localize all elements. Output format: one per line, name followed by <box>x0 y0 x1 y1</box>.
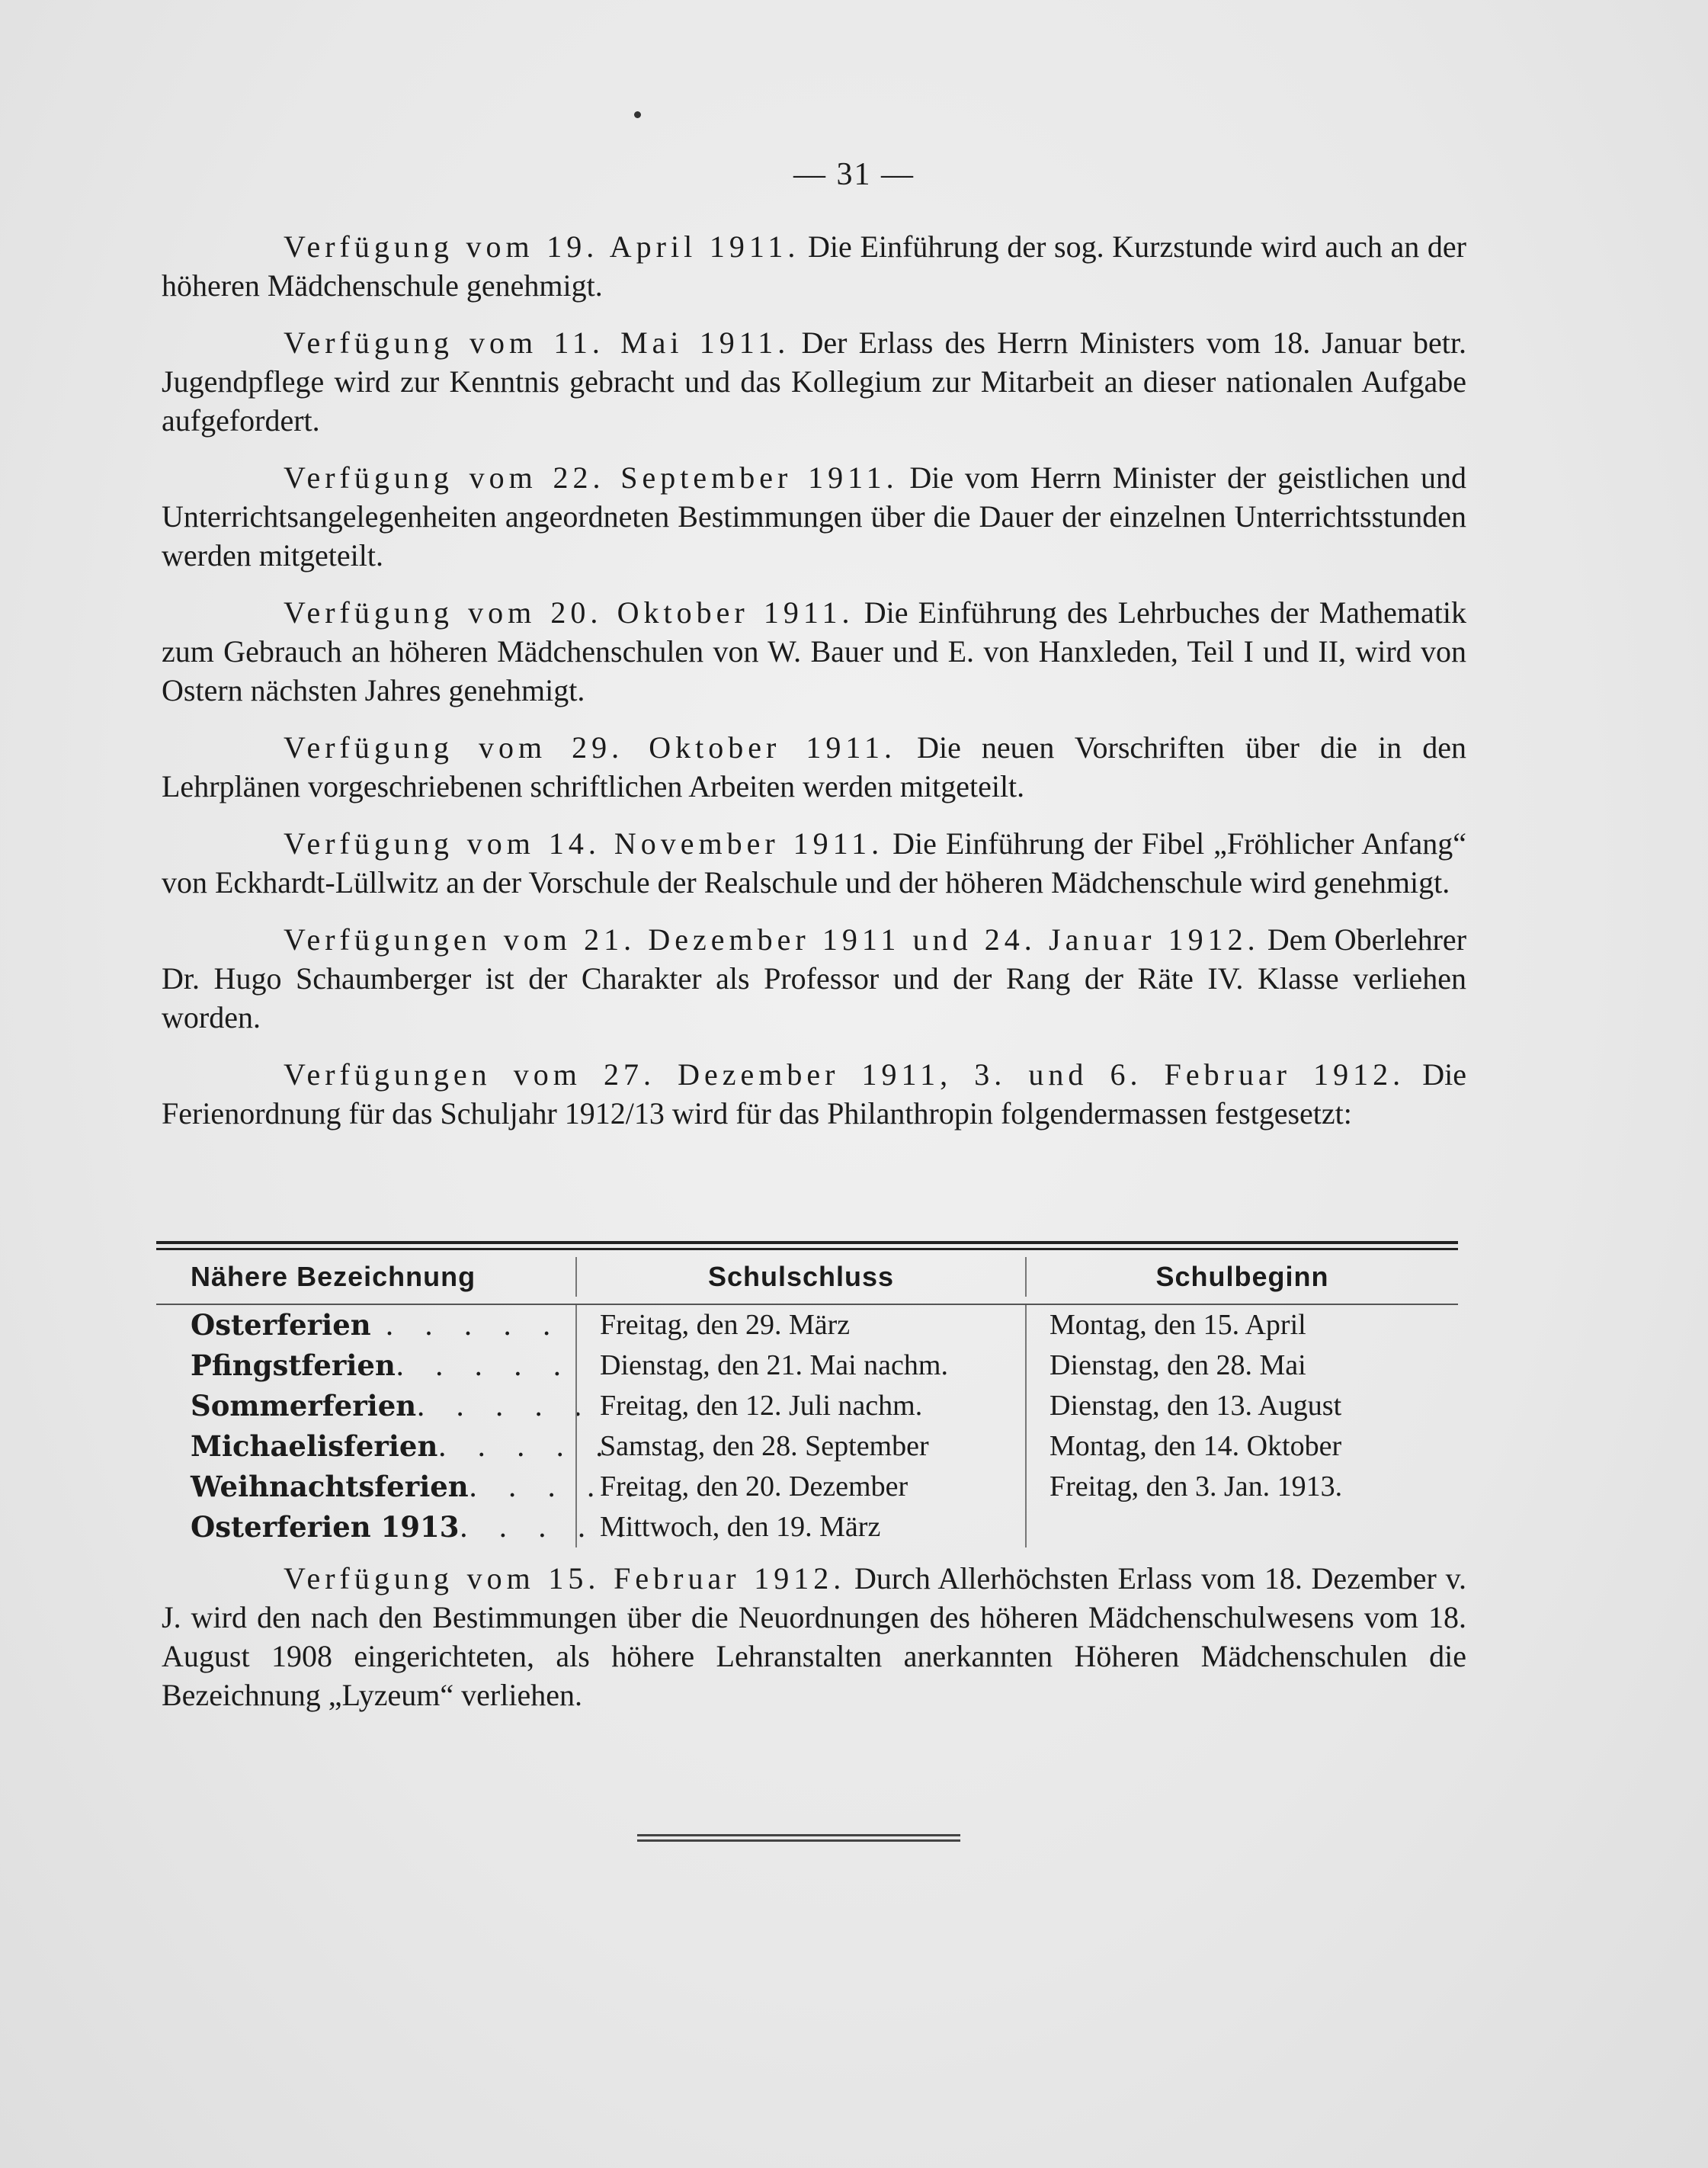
holiday-name: Osterferien 1913 <box>191 1510 460 1544</box>
paragraph <box>162 323 1466 440</box>
holiday-name: Sommerferien <box>191 1389 417 1422</box>
decree-text: Die Ferienordnung für das Schuljahr 1912/13 wird für das Philanthropin folgendermassen festgesetzt: <box>162 1057 1467 1131</box>
table-body <box>156 1305 1458 1547</box>
decree-lead: Verfügung vom 11. Mai 1911. <box>284 326 790 360</box>
paragraph <box>162 920 1466 1037</box>
column-bezeichnung <box>156 1305 646 1547</box>
table-cell: Freitag, den 3. Jan. 1913. <box>1049 1470 1343 1503</box>
table-cell: Mittwoch, den 19. März <box>600 1511 881 1543</box>
leader-dots: . . . . . <box>416 1390 594 1422</box>
decree-text: Der Erlass des Herrn Ministers vom 18. Januar betr. Jugendpflege wird zur Kenntnis gebracht und das Kollegium zur Mitarbeit an dieser nationalen Aufgabe aufgefordert. <box>162 326 1466 438</box>
print-speck <box>634 111 641 118</box>
table-cell: Samstag, den 28. September <box>600 1430 929 1462</box>
table-cell <box>191 1345 575 1386</box>
paragraph <box>162 824 1466 902</box>
closing-double-rule <box>637 1834 960 1842</box>
decree-text: Dem Oberlehrer Dr. Hugo Schaumberger ist der Charakter als Professor und der Rang der Räte IV. Klasse verliehen worden. <box>162 922 1467 1034</box>
decree-lead: Verfügung vom 15. Februar 1912. <box>284 1561 846 1596</box>
column-schulschluss <box>575 1305 1025 1547</box>
table-cell <box>191 1467 646 1507</box>
column-schulbeginn <box>1025 1305 1458 1547</box>
header-schulschluss: Schulschluss <box>575 1257 1025 1297</box>
table-cell <box>1027 1507 1458 1547</box>
table-cell: Dienstag, den 21. Mai nachm. <box>600 1349 948 1381</box>
decrees-before-table <box>162 227 1466 1151</box>
holiday-table <box>156 1241 1458 1547</box>
table-top-rule <box>156 1241 1458 1250</box>
holiday-name: Osterferien <box>191 1308 371 1342</box>
decree-lead: Verfügung vom 29. Oktober 1911. <box>284 730 896 765</box>
table-cell: Dienstag, den 13. August <box>1049 1390 1342 1422</box>
decree-lead: Verfügung vom 20. Oktober 1911. <box>284 595 854 630</box>
leader-dots: . . . . . <box>437 1430 615 1463</box>
table-cell <box>191 1426 615 1467</box>
table-cell: Dienstag, den 28. Mai <box>1049 1349 1306 1381</box>
leader-dots: . . . . . <box>395 1349 572 1382</box>
table-cell: Montag, den 15. April <box>1049 1309 1306 1341</box>
decree-text: Die vom Herrn Minister der geistlichen und Unterrichtsangelegenheiten angeordneten Bestimmungen über die Dauer der einzelnen Unterrichtsstunden werden mitgeteilt. <box>162 460 1466 572</box>
paragraph <box>162 593 1466 710</box>
leader-dots: . . . . . <box>385 1309 562 1342</box>
paragraph <box>162 1559 1466 1714</box>
decree-lead: Verfügungen vom 21. Dezember 1911 und 24. Januar 1912. <box>284 922 1260 957</box>
decree-lead: Verfügung vom 19. April 1911. <box>284 229 800 264</box>
decree-text: Die Einführung der Fibel „Fröhlicher Anfang“ von Eckhardt-Lüllwitz an der Vorschule der Realschule und der höheren Mädchenschule wird genehmigt. <box>162 826 1467 900</box>
holiday-name: Weihnachtsferien <box>191 1470 469 1503</box>
table-cell <box>191 1305 575 1345</box>
decree-lead: Verfügungen vom 27. Dezember 1911, 3. und 6. Februar 1912. <box>284 1057 1405 1092</box>
decree-text: Die neuen Vorschriften über die in den Lehrplänen vorgeschriebenen schriftlichen Arbeiten werden mitgeteilt. <box>162 730 1466 803</box>
decree-after-table <box>162 1559 1466 1733</box>
decree-lead: Verfügung vom 22. September 1911. <box>284 460 899 495</box>
paragraph <box>162 1055 1466 1133</box>
table-cell: Freitag, den 29. März <box>600 1309 851 1341</box>
table-cell: Freitag, den 12. Juli nachm. <box>600 1390 923 1422</box>
paragraph <box>162 728 1466 806</box>
holiday-name: Pfingstferien <box>191 1349 396 1382</box>
page-number: — 31 — <box>793 157 915 192</box>
leader-dots: . . . . . <box>459 1511 636 1544</box>
header-bezeichnung: Nähere Bezeichnung <box>191 1261 476 1292</box>
decree-text: Die Einführung der sog. Kurzstunde wird auch an der höheren Mädchenschule genehmigt. <box>162 229 1467 303</box>
table-cell <box>191 1386 594 1426</box>
paragraph <box>162 227 1466 305</box>
holiday-name: Michaelisferien <box>191 1429 438 1463</box>
decree-text: Durch Allerhöchsten Erlass vom 18. Dezember v. J. wird den nach den Bestimmungen über die Neuordnungen des höheren Mädchenschulwesens vom 18. August 1908 eingerichteten, als höhere Lehranstalten anerkannten Höheren Mädchenschulen die Bezeichnung „Lyzeum“ verliehen. <box>162 1561 1466 1712</box>
decree-text: Die Einführung des Lehrbuches der Mathematik zum Gebrauch an höheren Mädchenschulen von W. Bauer und E. von Hanxleden, Teil I und II, wird von Ostern nächsten Jahres genehmigt. <box>162 595 1467 707</box>
table-cell: Montag, den 14. Oktober <box>1049 1430 1342 1462</box>
table-cell <box>191 1507 636 1547</box>
paragraph <box>162 458 1466 575</box>
decree-lead: Verfügung vom 14. November 1911. <box>284 826 884 861</box>
leader-dots: . . . . . <box>468 1470 646 1503</box>
table-header <box>156 1250 1458 1305</box>
header-schulbeginn: Schulbeginn <box>1025 1257 1458 1297</box>
table-cell: Freitag, den 20. Dezember <box>600 1470 908 1503</box>
